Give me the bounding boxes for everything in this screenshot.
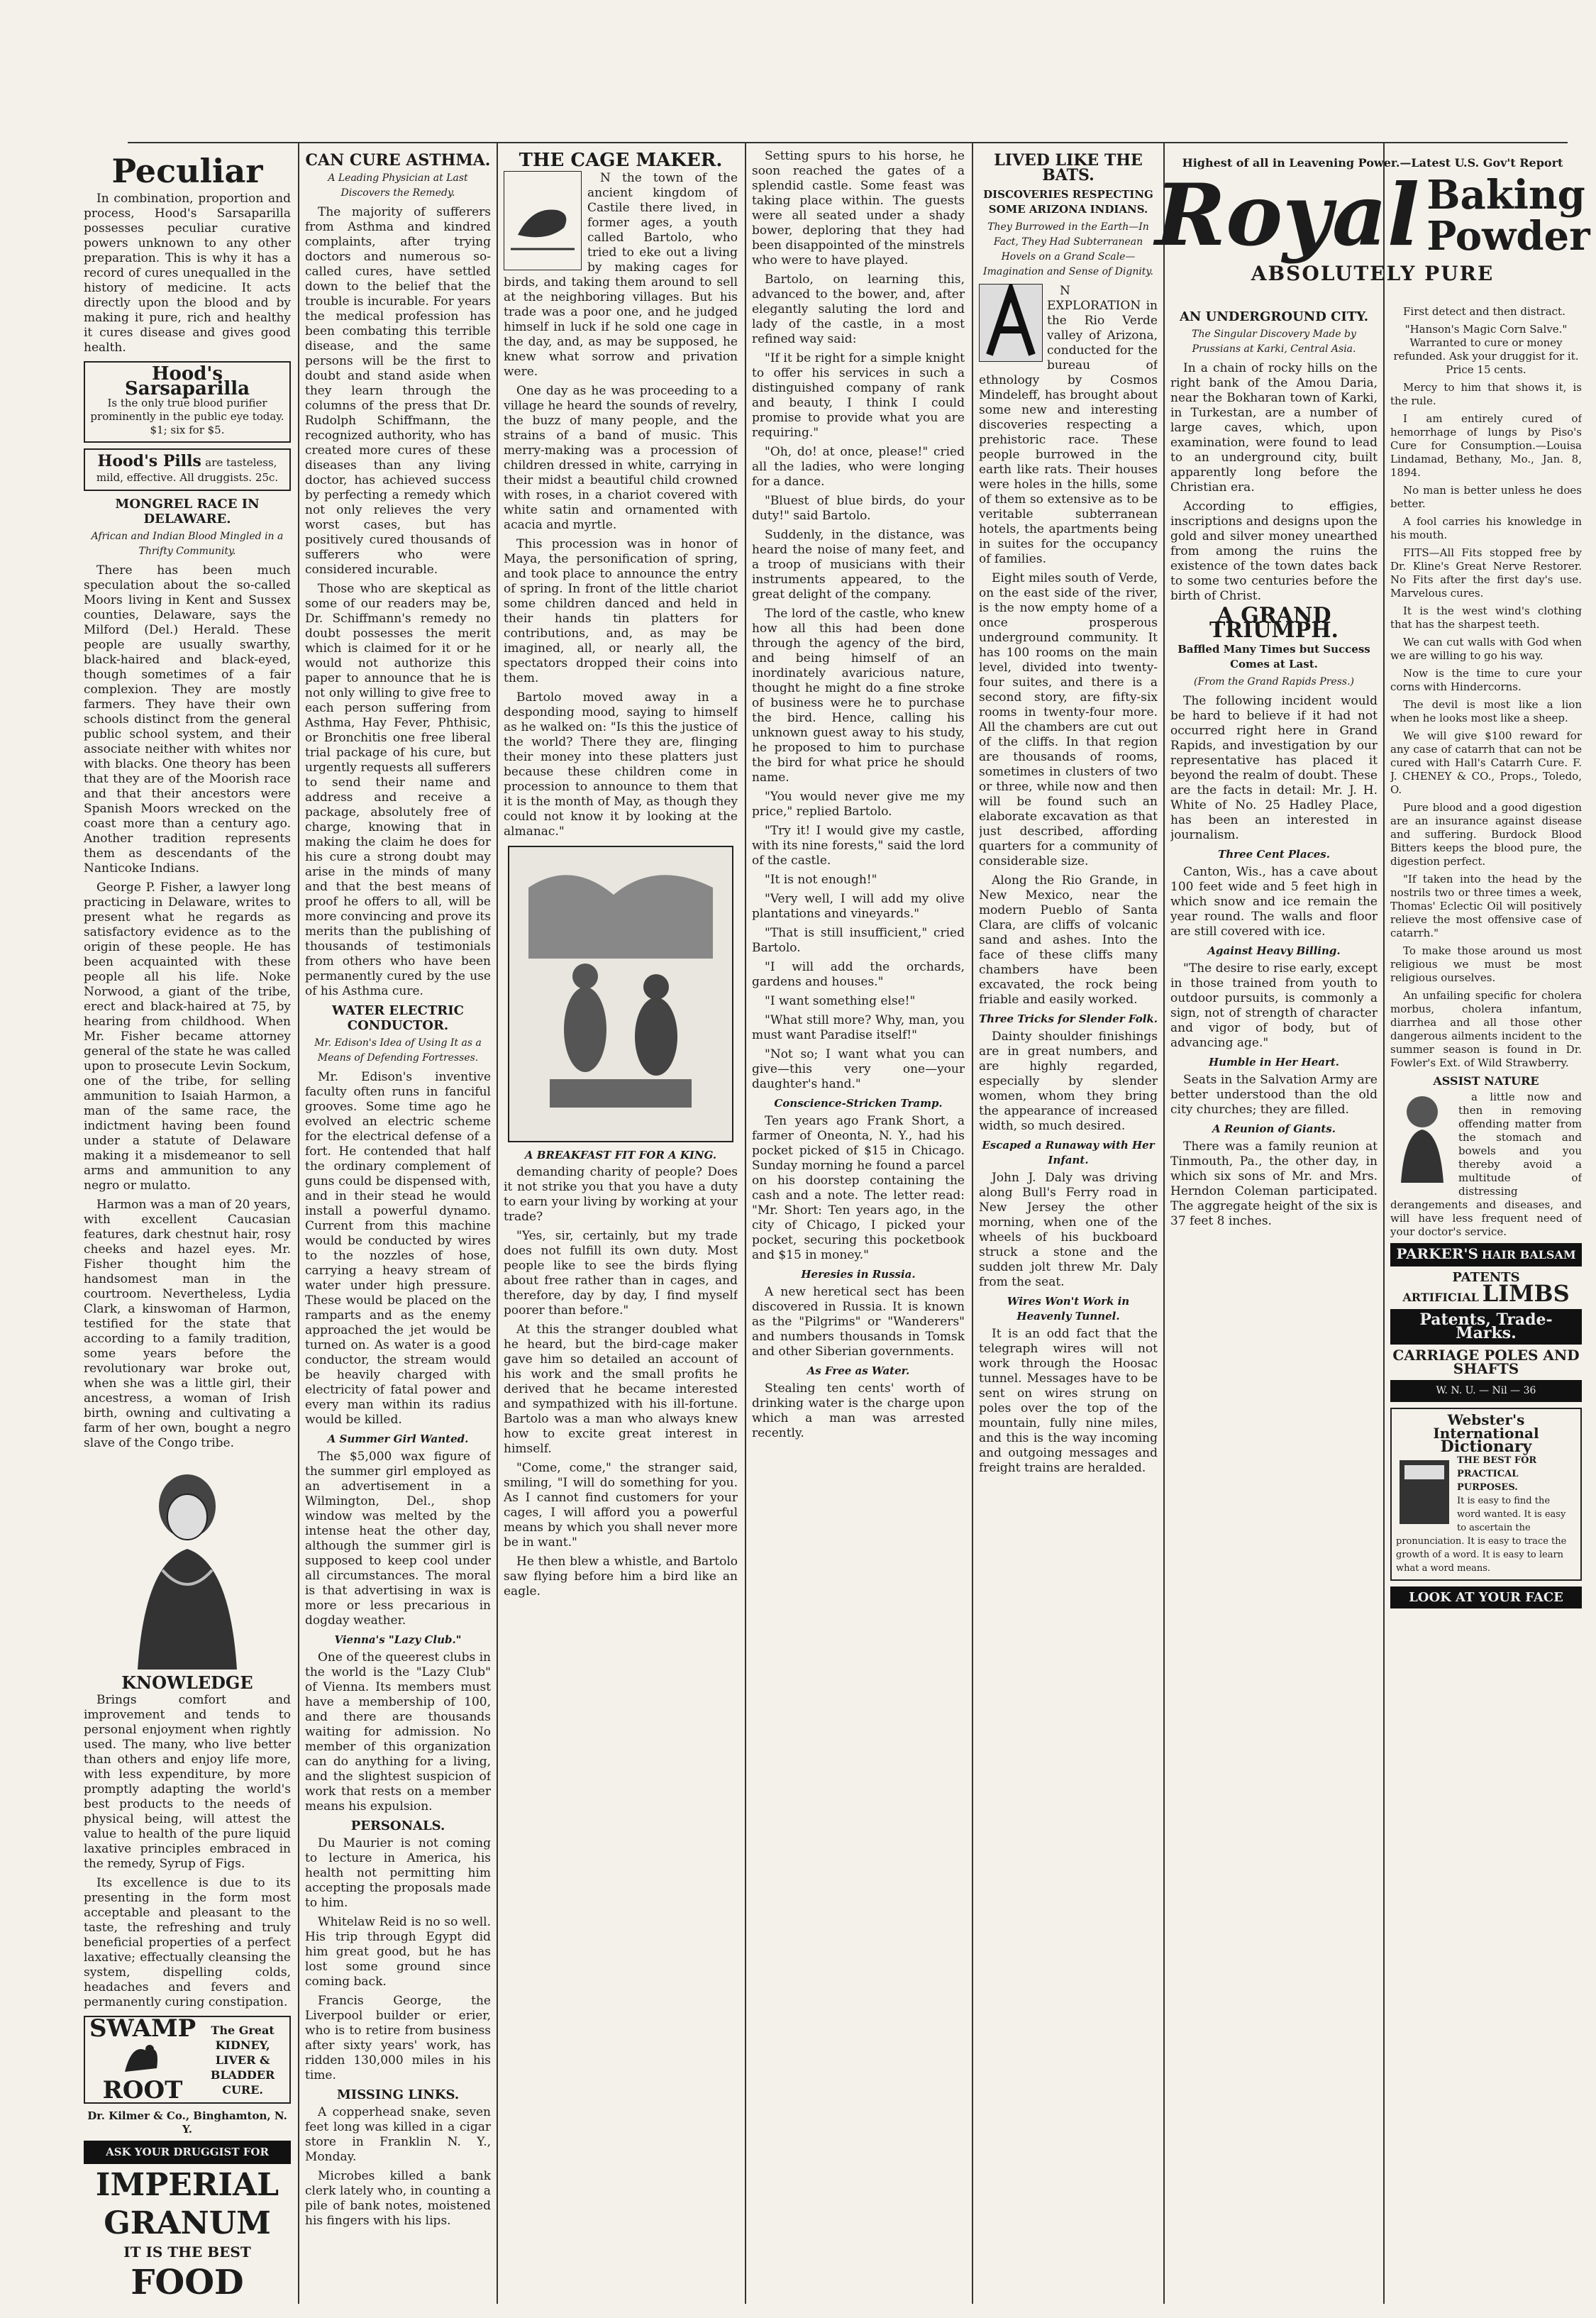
article-text: "Try it! I would give my castle, with its nine forests," said the lord of the castle. (752, 824, 965, 868)
article-text: Francis George, the Liverpool builder or erier, who is to retire from business after sixty years' work, has ridden 130,000 miles in his time. (305, 1994, 491, 2082)
article-text: The devil is most like a lion when he looks most like a sheep. (1390, 698, 1582, 724)
article-text: Canton, Wis., has a cave about 100 feet wide and 5 feet high in which snow and ice remain the year round. The walls and floor are still covered with ice. (1170, 865, 1378, 939)
imperial-title: IMPERIAL (95, 2167, 279, 2203)
article-text: "Oh, do! at once, please!" cried all the ladies, who were longing for a dance. (752, 445, 965, 489)
subheadline: A Leading Physician at Last Discovers the Remedy. (328, 172, 468, 199)
article-text: In combination, proportion and process, Hood's Sarsaparilla possesses peculiar curative powers unknown to any other preparation. This is why it has a record of cures unequalled in the history of medicine. It acts directly upon the blood and by making it pure, rich and healthy it cures disease and gives good health. (84, 192, 291, 355)
lived-like-bats-title: LIVED LIKE THE BATS. (994, 151, 1143, 184)
headline: AN UNDERGROUND CITY. (1179, 309, 1369, 324)
subheadline: (From the Grand Rapids Press.) (1194, 676, 1354, 688)
article-text: Stealing ten cents' worth of drinking water is the charge upon which a man was arrested recently. (752, 1381, 965, 1440)
article-text: Harmon was a man of 20 years, with excellent Caucasian features, dark chestnut hair, rosy cheeks and hazel eyes. Mr. Fisher thought him the handsomest man in the courtroom. Nevertheless, Lydia Clark, a kinswoman of Harmon, testified for the state that according to a family tradition, some years before the revolutionary war broke out, when she was a little girl, their ancestress, a woman of Irish birth, owning and cultivating a farm of her own, bought a negro slave of the Congo tribe. (84, 1198, 291, 1450)
illustration-caption: A BREAKFAST FIT FOR A KING. (524, 1149, 717, 1161)
subheadline: African and Indian Blood Mingled in a Thrifty Community. (91, 531, 284, 557)
bird-illustration (504, 171, 582, 270)
ask-druggist: ASK YOUR DRUGGIST FOR (84, 2141, 291, 2164)
article-text: The following incident would be hard to believe if it had not occurred right here in Grand Rapids, and investigation by our representative has placed it beyond the realm of doubt. These are the facts in detail: Mr. J. H. White of No. 25 Hadley Place, has been an interested in journalism. (1170, 694, 1378, 842)
article-text: He then blew a whistle, and Bartolo saw flying before him a bird like an eagle. (504, 1555, 738, 1599)
column-3 (504, 149, 738, 2304)
subheadline: DISCOVERIES RESPECTING SOME ARIZONA INDIANS. (983, 188, 1153, 216)
headline: A Reunion of Giants. (1212, 1122, 1336, 1135)
limbs-title: LIMBS (1482, 1280, 1570, 1307)
headline: Humble in Her Heart. (1208, 1056, 1340, 1069)
hoods-pills-title: Hood's Pills (97, 452, 201, 470)
article-text: There has been much speculation about the so-called Moors living in Kent and Sussex counties, Delaware, says the Milford (Del.) Herald. These people are usually swarthy, black-haired and black-eyed, though sometimes of a fair complexion. They are mostly farmers. They have their own schools distinct from the general public school system, and their associate neither with whites nor with blacks. One theory has been that they are of the Moorish race and that their ancestors were Spanish Moors wrecked on the coast more than a century ago. Another tradition represents them as descendants of the Nanticoke Indians. (84, 563, 291, 876)
article-text: "What still more? Why, man, you must want Paradise itself!" (752, 1013, 965, 1042)
headline: Heresies in Russia. (801, 1268, 916, 1281)
article-text: I am entirely cured of hemorrhage of lungs by Piso's Cure for Consumption.—Louisa Lindamad, Bethany, Mo., Jan. 8, 1894. (1390, 412, 1582, 479)
article-text: "Bluest of blue birds, do your duty!" said Bartolo. (752, 494, 965, 523)
granum-title: GRANUM (104, 2205, 271, 2241)
headline: Three Cent Places. (1218, 848, 1330, 861)
article-text: Setting spurs to his horse, he soon reached the gates of a splendid castle. Some feast was taking place within. The guests were all seated under a shady bower, deploring that they had been disappointed of the minstrels who were to have played. (752, 149, 965, 267)
article-text: Those who are skeptical as some of our readers may be, Dr. Schiffmann's remedy no doubt possesses the merit which is claimed for it or he would not authorize this paper to announce that he is not only willing to give free to each person suffering from Asthma, Hay Fever, Phthisic, or Bronchitis one free liberal trial package of his cure, but urgently requests all sufferers to send their name and address and receive a package, absolutely free of charge, knowing that in making the claim he does for his cure a strong doubt may arise in the minds of many and that the best means of proof he offers to all, will be more convincing and prove its merits than the publishing of thousands of testimonials from others who have been permanently cured by the use of his Asthma cure. (305, 582, 491, 998)
absolutely-pure: ABSOLUTELY PURE (1251, 262, 1495, 285)
article-text: FITS—All Fits stopped free by Dr. Kline's Great Nerve Restorer. No Fits after the first day's use. Marvelous cures. (1390, 546, 1582, 600)
article-text: A fool carries his knowledge in his mouth. (1390, 515, 1582, 541)
webster-ad (1390, 1408, 1582, 1581)
parkers-title: PARKER'S (1396, 1245, 1478, 1262)
headline: MISSING LINKS. (336, 2087, 460, 2102)
itis-best: IT IS THE BEST (123, 2244, 251, 2261)
knowledge-title: KNOWLEDGE (121, 1672, 253, 1693)
peculiar-title: Peculiar (111, 152, 263, 190)
wnu-line: W. N. U. — Nil — 36 (1390, 1380, 1582, 1402)
article-text: First detect and then distract. (1403, 305, 1565, 318)
headline: As Free as Water. (807, 1364, 910, 1377)
headline: Three Tricks for Slender Folk. (979, 1012, 1158, 1025)
headline: Conscience-Stricken Tramp. (774, 1097, 943, 1110)
assist-nature-title: ASSIST NATURE (1433, 1074, 1539, 1088)
article-text: No man is better unless he does better. (1390, 484, 1582, 510)
child-illustration (1390, 1091, 1454, 1183)
hoods-ad (84, 361, 291, 443)
column-1 (84, 149, 291, 2304)
article-text: John J. Daly was driving along Bull's Ferry road in New Jersey the other morning, when one of the wheels of his buckboard struck a stone and the sudden jolt threw Mr. Daly from the seat. (979, 1171, 1158, 1289)
article-text: Now is the time to cure your corns with Hindercorns. (1390, 667, 1582, 693)
article-text: It is an odd fact that the telegraph wires will not work through the Hoosac tunnel. Messages have to be sent on wires strung on poles over the top of the mountain, fully nine miles, and this is the way incoming and outgoing messages and freight trains are heralded. (979, 1327, 1158, 1475)
article-text: "The desire to rise early, except in those trained from youth to outdoor pursuits, is commonly a sign, not of strength of character and vigor of body, but of advancing age." (1170, 961, 1378, 1050)
royal-slogan: Highest of all in Leavening Power.—Latest U.S. Gov't Report (1182, 156, 1563, 170)
article-text: We can cut walls with God when we are willing to go his way. (1390, 636, 1582, 662)
article-text: A copperhead snake, seven feet long was killed in a cigar store in Franklin N. Y., Monday. (305, 2105, 491, 2164)
article-text: "Very well, I will add my olive plantations and vineyards." (752, 892, 965, 921)
article-text: a little now and then in removing offending matter from the stomach and bowels and you thereby avoid a multitude of distressing derangements and diseases, and will have less frequent need of your doctor's service. (1390, 1091, 1582, 1238)
article-text: To make those around us most religious we must be most religious ourselves. (1390, 944, 1582, 984)
headline: Escaped a Runaway with Her Infant. (982, 1139, 1155, 1166)
artificial-title: ARTIFICIAL (1402, 1291, 1479, 1304)
article-text: One of the queerest clubs in the world is the "Lazy Club" of Vienna. Its members must have a membership of 100, and there are thousands waiting for admission. No member of this organization can do anything for a living, and the slightest suspicion of work that rests on a member means his expulsion. (305, 1650, 491, 1814)
article-text: "It is not enough!" (765, 873, 877, 887)
root-title: ROOT (102, 2076, 183, 2104)
webster-text: It is easy to find the word wanted. It is easy to ascertain the pronunciation. It is easy to trace the growth of a word. It is easy to learn what a word means. (1396, 1496, 1567, 1574)
headline: PERSONALS. (350, 1818, 445, 1833)
dictionary-title: Dictionary (1440, 1437, 1532, 1456)
article-text: "Hanson's Magic Corn Salve." Warranted to cure or money refunded. Ask your druggist for it. Price 15 cents. (1393, 323, 1579, 376)
article-text: The majority of sufferers from Asthma and kindred complaints, after trying doctors and numerous so-called cures, have settled down to the belief that the trouble is incurable. For years the medical profession has been combating this terrible disease, and the same persons will be the first to doubt and stand aside when they learn through the columns of the press that Dr. Rudolph Schiffmann, the recognized authority, who has created more cures of these diseases than any living doctor, has achieved success by perfecting a remedy which not only relieves the very worst cases, but has positively cured thousands of sufferers who were considered incurable. (305, 205, 491, 577)
column-5 (979, 149, 1158, 2304)
article-text: Dainty shoulder finishings are in great numbers, and are highly regarded, especially by slender women, whom they bring the appearance of increased width, so much desired. (979, 1030, 1158, 1133)
kilmer-address: Dr. Kilmer & Co., Binghamton, N. Y. (87, 2109, 287, 2136)
column-6 (1170, 305, 1378, 2304)
column-rule (497, 142, 498, 2304)
headline: Wires Won't Work in Heavenly Tunnel. (1007, 1295, 1130, 1323)
patents-title: PATENTS (1452, 1270, 1520, 1285)
article-text: N EXPLORATION in the Rio Verde valley of Arizona, conducted for the bureau of ethnology by Cosmos Mindeleff, has brought about some new and interesting discoveries respecting a prehistoric race. These people burrowed in the earth like rats. Their houses were holes in the hills, some of them so extensive as to be veritable subterranean hotels, the apartments being in suites for the occupancy of families. (979, 284, 1158, 566)
hoods-ad-text: Is the only true blood purifier prominently in the public eye today. $1; six for $5. (90, 397, 284, 436)
article-text: "If taken into the head by the nostrils two or three times a week, Thomas' Eclectic Oil will positively relieve the most offensive case of catarrh." (1390, 873, 1582, 939)
article-text: "If it be right for a simple knight to offer his services in such a distinguished company of rank and beauty, I think I could promise to provide what you are requiring." (752, 351, 965, 440)
article-text: Along the Rio Grande, in New Mexico, near the modern Pueblo of Santa Clara, are cliffs of volcanic sand and ashes. Into the face of these cliffs many chambers have been excavated, the rock being friable and easily worked. (979, 873, 1158, 1007)
trademarks-title: Patents, Trade-Marks. (1390, 1309, 1582, 1345)
webster-title: Webster's International (1433, 1411, 1539, 1442)
article-text: Du Maurier is not coming to lecture in America, his health not permitting him accepting the proposals made to him. (305, 1836, 491, 1910)
article-text: Bartolo, on learning this, advanced to the bower, and, after elegantly saluting the lord and lady of the castle, in a most refined way said: (752, 272, 965, 346)
column-2 (305, 149, 491, 2304)
article-text: Mr. Edison's inventive faculty often runs in fanciful grooves. Some time ago he evolved an electric scheme for the electrical defense of a fort. He contended that half the ordinary complement of guns could be dispensed with, and in their stead he would install a powerful dynamo. Current from this machine would be conducted by wires to the nozzles of hose, carrying a heavy stream of water under high pressure. These would be placed on the ramparts and as the enemy approached the jet would be turned on. As water is a good conductor, the stream would be heavily charged with electricity of fatal power and every man within its radius would be killed. (305, 1070, 491, 1427)
top-rule (128, 142, 1568, 143)
article-text: Eight miles south of Verde, on the east side of the river, is the now empty home of a once prosperous underground community. It has 100 rooms on the main level, divided into twenty-four suites, and there is a second story, are fifty-six rooms in twenty-four more. All the chambers are cut out of the cliffs. In that region are thousands of rooms, sometimes in clusters of two or three, while now and then will be found such an elaborate excavation as that just described, affording quarters for a community of considerable size. (979, 571, 1158, 868)
headline: A Summer Girl Wanted. (327, 1433, 469, 1445)
article-text: This procession was in honor of Maya, the personification of spring, and took place to announce the entry of spring. In front of the little chariot some children danced and held in their hands tin platters for contributions, and, as may be imagined, all, or nearly all, the spectators dropped their coins into them. (504, 537, 738, 685)
article-text: There was a family reunion at Tinmouth, Pa., the other day, in which six sons of Mr. and Mrs. Herndon Coleman participated. The aggregate height of the six is 37 feet 8 inches. (1170, 1139, 1378, 1228)
subheadline: Mr. Edison's Idea of Using It as a Means of Defending Fortresses. (314, 1037, 482, 1064)
subheadline: Baffled Many Times but Success Comes at Last. (1177, 643, 1370, 670)
article-text: "I want something else!" (765, 994, 916, 1008)
article-text: Its excellence is due to its presenting in the form most acceptable and pleasant to the taste, the refreshing and truly beneficial properties of a perfect laxative; effectually cleansing the system, dispelling colds, headaches and fevers and permanently curing constipation. (84, 1876, 291, 2009)
webster-tagline: THE BEST FOR PRACTICAL PURPOSES. (1457, 1455, 1537, 1493)
column-rule (972, 142, 973, 2304)
article-text: It is the west wind's clothing that has the sharpest teeth. (1390, 605, 1582, 631)
article-text: Whitelaw Reid is no so well. His trip through Egypt did him great good, but he has lost some ground since coming back. (305, 1915, 491, 1989)
baking-powder-title: Baking Powder (1426, 172, 1590, 260)
article-text: Seats in the Salvation Army are better understood than the old city churches; they are filled. (1170, 1073, 1378, 1117)
article-text: Bartolo moved away in a desponding mood, saying to himself as he walked on: "Is this the justice of the world? There they are, flinging their money into these platters just because these children come in procession to announce to them that it is the month of May, as though they could not know it by looking at the almanac." (504, 690, 738, 839)
column-7 (1390, 305, 1582, 2304)
article-text: N the town of the ancient kingdom of Castile there lived, in former ages, a youth called Bartolo, who tried to eke out a living by making cages for birds, and taking them around to sell at the neighboring villages. But his trade was a poor one, and he judged himself in luck if he sold one cage in the day, and, as may be supposed, he knew what sorrow and privation were. (504, 171, 738, 379)
royal-title: Royal (1155, 165, 1420, 265)
article-text: "Not so; I want what you can give—this very one—your daughter's hand." (752, 1047, 965, 1091)
column-rule (1383, 142, 1385, 2304)
article-text: "Come, come," the stranger said, smiling, "I will do something for you. As I cannot find customers for your cages, I will afford you a powerful means by which you shall never more be in want." (504, 1461, 738, 1550)
woman-illustration (95, 1457, 279, 1669)
look-face-ad: LOOK AT YOUR FACE (1390, 1586, 1582, 1608)
article-text: The $5,000 wax figure of the summer girl employed as an advertisement in a Wilmington, Del., shop window was melted by the intense heat the other day, although the summer girl is supposed to keep cool under all circumstances. The moral is that advertising in wax is more or less precarious in dogday weather. (305, 1450, 491, 1628)
dropcap-a-illustration (979, 284, 1043, 362)
swamp-title: SWAMP (89, 2014, 196, 2043)
column-rule (1163, 142, 1165, 2304)
hoods-pills-ad (84, 448, 291, 491)
carriage-title: CARRIAGE POLES AND SHAFTS (1392, 1347, 1580, 1377)
grand-triumph-title: A GRAND TRIUMPH. (1209, 603, 1339, 643)
article-text: George P. Fisher, a lawyer long practicing in Delaware, writes to present what he regards as satisfactory evidence as to the origin of these people. He has been acquainted with these people all his life. Noke Norwood, a giant of the tribe, erect and black-haired at 75, by hearing from childhood. When Mr. Fisher became attorney general of the state he was called upon to prosecute Levin Sockum, one of the tribe, for selling ammunition to Isaiah Harmon, a man of the same race, the indictment having been found under a statute of Delaware making it a misdemeanor to sell arms and ammunition to any negro or mulatto. (84, 881, 291, 1193)
headline: Against Heavy Billing. (1207, 944, 1341, 957)
column-rule (745, 142, 746, 2304)
article-text: "I will add the orchards, gardens and houses." (752, 960, 965, 989)
article-text: "Yes, sir, certainly, but my trade does not fulfill its own duty. Most people like to see the birds flying about free rather than in cages, and therefore, day by day, I find myself poorer than before." (504, 1229, 738, 1318)
article-text: The lord of the castle, who knew how all this had been done through the agency of the bird, and being himself of an inordinately avaricious nature, thought he might do a fine stroke of business were he to purchase the bird. Hence, calling his unknown guest away to his study, he proposed to him to purchase the bird for what price he should name. (752, 607, 965, 785)
royal-baking-powder-ad (1155, 156, 1590, 285)
article-text: demanding charity of people? Does it not strike you that you have a duty to earn your living by working at your trade? (504, 1165, 738, 1224)
food-title: FOOD (131, 2263, 244, 2302)
headline: MONGREL RACE IN DELAWARE. (115, 497, 260, 526)
column-4 (752, 149, 965, 2304)
headline: Vienna's "Lazy Club." (334, 1633, 462, 1646)
parkers-ad (1390, 1243, 1582, 1266)
swamp-cure-text: The Great KIDNEY, LIVER & BLADDER CURE. (210, 2023, 275, 2097)
article-text: According to effigies, inscriptions and designs upon the gold and silver money unearthed from among the ruins the existence of the town dates back to some two centuries before the birth of Christ. (1170, 500, 1378, 603)
hoods-ad-title: Hood's Sarsaparilla (124, 363, 250, 399)
hair-balsam-title: HAIR BALSAM (1481, 1248, 1576, 1262)
column-rule (298, 142, 299, 2304)
dictionary-book-icon (1396, 1457, 1453, 1528)
rooster-icon (118, 2036, 167, 2079)
swamp-root-ad (84, 2016, 291, 2104)
headline: CAN CURE ASTHMA. (305, 151, 491, 170)
article-text: At this the stranger doubled what he heard, but the bird-cage maker gave him so detailed an account of his work and the small profits he derived that he became interested and sympathized with his ill-fortune. Bartolo was a man who always knew how to excite great interest in himself. (504, 1323, 738, 1456)
article-text: Pure blood and a good digestion are an insurance against disease and suffering. Burdock Blood Bitters keeps the blood pure, the digestion perfect. (1390, 801, 1582, 868)
article-text: Brings comfort and improvement and tends to personal enjoyment when rightly used. The many, who live better than others and enjoy life more, with less expenditure, by more promptly adapting the world's best products to the needs of physical being, will attest the value to health of the pure liquid laxative principles embraced in the remedy, Syrup of Figs. (84, 1693, 291, 1871)
headline: WATER ELECTRIC CONDUCTOR. (332, 1003, 464, 1033)
breakfast-illustration (507, 845, 734, 1143)
article-text: We will give $100 reward for any case of catarrh that can not be cured with Hall's Catarrh Cure. F. J. CHENEY & CO., Props., Toledo, O. (1390, 729, 1582, 796)
article-text: Mercy to him that shows it, is the rule. (1390, 381, 1582, 407)
article-text: Ten years ago Frank Short, a farmer of Oneonta, N. Y., had his pocket picked of $15 in Chicago. Sunday morning he found a parcel on his doorstep containing the cash and a note. The letter read: "Mr. Short: Ten years ago, in the city of Chicago, I picked your pocket, securing this pocketbook and $15 in money." (752, 1114, 965, 1262)
limbs-ad (1390, 1280, 1582, 1307)
article-text: Suddenly, in the distance, was heard the noise of many feet, and a troop of musicians with their instruments appeared, to the great delight of the company. (752, 528, 965, 602)
subheadline: The Singular Discovery Made by Prussians at Karki, Central Asia. (1192, 329, 1356, 355)
article-text: A new heretical sect has been discovered in Russia. It is known as the "Pilgrims" or "Wanderers" and numbers thousands in Tomsk and other Siberian governments. (752, 1285, 965, 1359)
cage-maker-title: THE CAGE MAKER. (519, 150, 723, 171)
hoods-pills-text: are tasteless, mild, effective. All druggists. 25c. (96, 456, 279, 484)
article-text: "You would never give me my price," replied Bartolo. (752, 790, 965, 819)
article-text: "That is still insufficient," cried Bartolo. (752, 926, 965, 955)
article-text: One day as he was proceeding to a village he heard the sounds of revelry, the buzz of many people, and the strains of a band of music. This merry-making was a procession of children dressed in white, carrying in their midst a beautiful child crowned with roses, in a chariot covered with white satin and ornamented with acacia and myrtle. (504, 384, 738, 532)
subheadline: They Burrowed in the Earth—In Fact, They Had Subterranean Hovels on a Grand Scale—Imagination and Sense of Dignity. (983, 221, 1153, 277)
article-text: Microbes killed a bank clerk lately who, in counting a pile of bank notes, moistened his fingers with his lips. (305, 2169, 491, 2228)
article-text: In a chain of rocky hills on the right bank of the Amou Daria, near the Bokharan town of Karki, in Turkestan, are a number of large caves, which, upon examination, were found to lead to an underground city, built apparently long before the Christian era. (1170, 361, 1378, 495)
article-text: An unfailing specific for cholera morbus, cholera infantum, diarrhea and all those other dangerous ailments incident to the summer season is found in Dr. Fowler's Ext. of Wild Strawberry. (1390, 989, 1582, 1069)
